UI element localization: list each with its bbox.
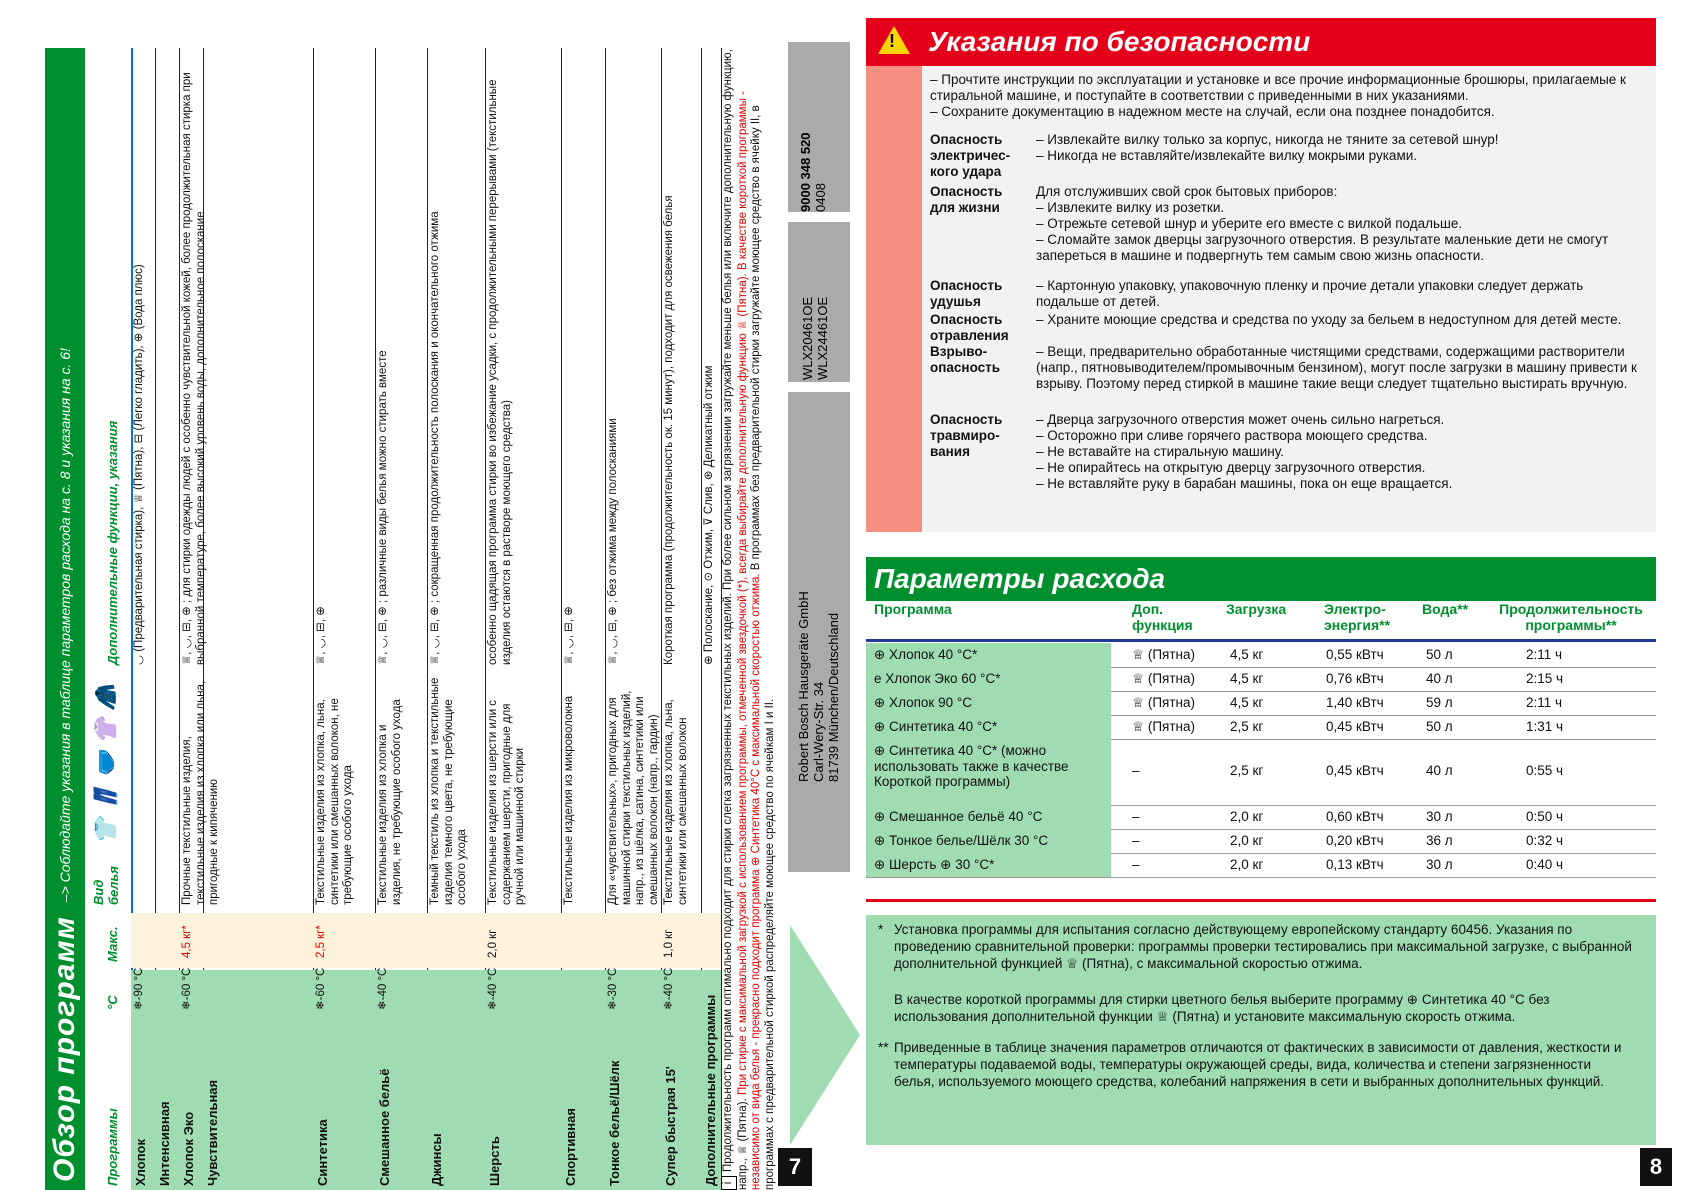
params-cell: 0:40 ч (1526, 857, 1564, 872)
safety-label: Опасность для жизни (930, 184, 1003, 216)
info-icon: i (721, 1176, 737, 1190)
header-program: Программы (105, 1108, 120, 1186)
params-cell: 4,5 кг (1230, 647, 1264, 662)
program-max: 1,0 кг (663, 929, 675, 958)
params-cell: 0:50 ч (1526, 809, 1564, 824)
note1-text: Продолжительность программ оптимально подходит для стирки слегка загрязненных текстильных изделий. При более сильном загрязнении загружайте меньше белья или включите дополнительную функцию, напр., ♕ (Пятна). (722, 49, 749, 1190)
params-program: ⊕ Хлопок 90 °C (866, 691, 1111, 715)
program-dop: ♕, ◡, ⊟, ⊕ (563, 606, 575, 665)
params-cell: 36 л (1426, 833, 1453, 848)
safety-section (866, 66, 1656, 532)
program-name: Дополнительные программы (703, 994, 718, 1186)
params-cell: 0,13 кВтч (1326, 857, 1384, 872)
program-dop: ◡ (Предварительная стирка), ♕ (Пятна), ⊟ (Легко гладить), ⊕ (Вода плюс) (133, 264, 145, 665)
params-cell: 4,5 кг (1230, 695, 1264, 710)
program-name: Синтетика (315, 1119, 330, 1186)
program-vid: Прочные текстильные изделия, текстильные изделия из хлопка или льна, пригодные к кипячению (181, 680, 221, 905)
params-cell: 2,0 кг (1230, 809, 1264, 824)
params-program: ⊕ Хлопок 40 °C* (866, 643, 1111, 667)
params-row (866, 667, 1656, 692)
params-title: Параметры расхода (874, 563, 1166, 594)
params-cell: 59 л (1426, 695, 1453, 710)
params-cell: 0,45 кВтч (1326, 719, 1384, 734)
params-cell: 4,5 кг (1230, 671, 1264, 686)
safety-title-bar: ! Указания по безопасности (866, 18, 1656, 66)
program-overview-page (45, 0, 805, 1190)
note2-text: В программах без предварительной стирки загружайте моющее средство в ячейку II, в программах с предварительной стиркой распределяйте моющее средство по ячейкам I и II. (750, 105, 776, 1190)
params-cell: 2,0 кг (1230, 857, 1264, 872)
safety-text: – Извлекайте вилку только за корпус, никогда не тяните за сетевой шнур! – Никогда не вставляйте/извлекайте вилку мокрыми руками. (1036, 132, 1499, 163)
overview-row (661, 48, 702, 1190)
program-vid: Текстильные изделия из шерсти или с содержанием шерсти, пригодные для ручной или машинной стирки (487, 699, 527, 905)
overview-row (701, 48, 722, 1190)
params-cell: 2:11 ч (1526, 647, 1563, 662)
program-name: Супер быстрая 15' (663, 1066, 678, 1186)
program-dop: ♕, ◡, ⊟, ⊕ ; различные виды белья можно стирать вместе (377, 350, 389, 665)
safety-intro: – Прочтите инструкции по эксплуатации и установке и все прочие информационные брошюры, прилагаемые к стиральной машине, и поступайте в соответствии с приведенными в них указаниями. – Сохраните документацию в надежном месте на случай, если она позднее понадобится. (930, 72, 1626, 119)
code-strip (788, 42, 850, 212)
program-dop: особенно щадящая программа стирки во избежание усадки, с продолжительными перерывами (текстильные изделия остаются в растворе моющего средства) (487, 79, 513, 665)
program-temp: ❄-40 °C (377, 967, 389, 1010)
footnote-1: Установка программы для испытания согласно действующему европейскому стандарту 60456. Указания по проведению сравнительной проверки: программы проверки тестировались при максимальной загрузке, с выбранной дополнительной функцией ♕ (Пятна), с максимальной скоростью отжима. (894, 922, 1632, 971)
program-vid: Текстильные изделия из микроволокна (563, 695, 575, 905)
params-cell: ♕ (Пятна) (1132, 695, 1196, 710)
params-cell: 0,76 кВтч (1326, 671, 1384, 686)
params-header-program: Программа (874, 601, 952, 617)
doc-code: 9000 348 520 (798, 132, 813, 212)
safety-title: Указания по безопасности (928, 26, 1311, 57)
program-dop: ♕, ◡, ⊟, ⊕ ; без отжима между полосканиями (607, 418, 619, 665)
safety-text: – Вещи, предварительно обработанные чистящими средствами, содержащими растворители (напр., пятновыводителем/промывочным бензином), могут после загрузки в машину привести к взрыву. Поэтому перед стиркой в машине такие вещи следует тщательно выстирать вручную. (1036, 344, 1637, 391)
header-dop: Дополнительные функции, указания (105, 420, 120, 665)
params-cell: ♕ (Пятна) (1132, 719, 1196, 734)
header-max: Макс. (105, 926, 120, 962)
safety-label: Опасность отравления (930, 312, 1009, 344)
params-cell: 0:55 ч (1526, 763, 1564, 778)
overview-header (87, 48, 133, 1190)
params-cell: 0,55 кВтч (1326, 647, 1384, 662)
program-vid: Для «чувствительных», пригодных для машинной стирки текстильных изделий, напр., из шёлка, сатина, синтетики или смешанных волокон (напр., гардин) (607, 690, 660, 905)
params-cell: – (1132, 857, 1140, 872)
params-header-water: Вода** (1422, 601, 1469, 617)
header-temp: °C (105, 995, 120, 1010)
arrow-shape (790, 925, 860, 1145)
params-row (866, 739, 1656, 806)
overview-title: Обзор программ (48, 916, 82, 1182)
params-cell: 30 л (1426, 809, 1453, 824)
program-vid: Текстильные изделия из хлопка, льна, синтетики или смешанных волокон, не требующие особого ухода (315, 698, 355, 905)
params-header-dop: Доп. функция (1132, 601, 1193, 634)
overview-row (131, 48, 156, 1190)
header-vid: Вид белья (91, 866, 122, 905)
params-header-energy: Электро-энергия** (1324, 601, 1391, 634)
safety-text: – Дверца загрузочного отверстия может очень сильно нагреться. – Осторожно при сливе горячего раствора моющего средства. – Не вставайте на стиральную машину. – Не опирайтесь на открытую дверцу загрузочного отверстия. – Не вставляйте руку в барабан машины, пока он еще вращается. (1036, 412, 1453, 491)
params-cell: 50 л (1426, 719, 1453, 734)
safety-label: Опасность электричес-кого удара (930, 132, 1011, 180)
params-cell: ♕ (Пятна) (1132, 647, 1196, 662)
program-vid: Текстильные изделия из хлопка, льна, синтетики или смешанных волокон (663, 699, 689, 905)
program-name: Тонкое бельё/Шёлк (607, 1060, 622, 1186)
params-cell: 40 л (1426, 671, 1453, 686)
params-cell: 1:31 ч (1526, 719, 1564, 734)
params-cell: – (1132, 833, 1140, 848)
overview-subtitle: –> Соблюдайте указания в таблице параметров расхода на с. 8 и указания на с. 6! (56, 348, 73, 903)
program-dop: ♕, ◡, ⊟, ⊕ ; для стирки одежды людей с особенно чувствительной кожей, более продолжительная стирка при выбранной температуре, более высокий уровень воды, дополнительное полоскание (181, 72, 207, 665)
params-program: ⊕ Синтетика 40 °C* (866, 715, 1111, 739)
program-name: Интенсивная (157, 1101, 172, 1186)
program-name: Спортивная (563, 1108, 578, 1186)
overview-row (155, 48, 180, 1190)
program-name: Хлопок (133, 1139, 148, 1186)
overview-row (485, 48, 562, 1190)
params-cell: – (1132, 809, 1140, 824)
program-temp: ❄-40 °C (487, 967, 499, 1010)
params-cell: 30 л (1426, 857, 1453, 872)
params-cell: ♕ (Пятна) (1132, 671, 1196, 686)
params-header-duration: Продолжительность программы** (1499, 601, 1643, 634)
program-max: 2,5 кг* (315, 925, 327, 958)
program-name: Смешанное бельё (377, 1068, 392, 1186)
params-header-load: Загрузка (1226, 601, 1287, 617)
params-row (866, 643, 1656, 668)
program-name: Джинсы (429, 1133, 444, 1186)
safety-text: Для отслуживших свой срок бытовых приборов: – Извлеките вилку из розетки. – Отрежьте сетевой шнур и уберите его вместе с вилкой подальше. – Сломайте замок дверцы загрузочного отверстия. В результате маленькие дети не смогут запереться в машине и подвергнуть тем самым свою жизнь опасности. (1036, 184, 1609, 263)
params-row (866, 691, 1656, 716)
params-program: ⊕ Шерсть ⊕ 30 °C* (866, 853, 1111, 877)
address-strip (788, 392, 850, 872)
program-max: 4,5 кг* (181, 925, 193, 958)
safety-text: – Картонную упаковку, упаковочную пленку и прочие детали упаковки следует держать подальше от детей. (1036, 278, 1584, 309)
program-temp: ❄-30 °C (607, 967, 619, 1010)
overview-row (605, 48, 662, 1190)
params-cell: 0,20 кВтч (1326, 833, 1384, 848)
params-cell: 2:11 ч (1526, 695, 1563, 710)
safety-label: Опасность удушья (930, 278, 1003, 310)
safety-label: Опасность травмиро-вания (930, 412, 1003, 460)
doc-date: 0408 (813, 183, 828, 212)
program-dop: ⊕ Полоскание, ⊙ Отжим, ⊽ Слив, ⊛ Деликатный отжим (703, 365, 715, 665)
program-vid: Темный текстиль из хлопка и текстильные изделия темного цвета, не требующие особого ухода (429, 677, 469, 905)
model-strip (788, 222, 850, 382)
params-program: ⊕ Смешанное бельё 40 °C (866, 805, 1111, 829)
params-program: e Хлопок Эко 60 °C* (866, 667, 1111, 691)
params-program: ⊕ Синтетика 40 °C* (можно использовать также в качестве Короткой программы) (866, 739, 1111, 805)
note1-red-text: При стирке с максимальной загрузкой с использованием программы, отмеченной звездочкой (*), всегда выбирайте дополнительную функцию ♕ (Пятна). В качестве короткой программы - независимо от вида белья - прекрасно подходит программа ⊕ Синтетика 40°C с максимальной скоростью отжима. (736, 91, 763, 1190)
overview-row (203, 48, 314, 1190)
params-row (866, 715, 1656, 740)
model-1: WLX20461OE (800, 296, 815, 380)
params-row (866, 805, 1656, 830)
overview-row (427, 48, 486, 1190)
params-cell: 0:32 ч (1526, 833, 1564, 848)
params-cell: 50 л (1426, 647, 1453, 662)
params-row (866, 853, 1656, 878)
params-cell: 0,45 кВтч (1326, 763, 1384, 778)
params-cell: 2:15 ч (1526, 671, 1564, 686)
params-cell: 0,60 кВтч (1326, 809, 1384, 824)
garment-icons: 👕👖🩲👚🧥 (93, 678, 118, 845)
params-cell: 1,40 кВтч (1326, 695, 1384, 710)
program-name: Шерсть (487, 1136, 502, 1186)
program-max: 2,0 кг (487, 929, 499, 958)
program-temp: ❄-40 °C (663, 967, 675, 1010)
footnote-3: Приведенные в таблице значения параметров отличаются от фактических в зависимости от давления, жесткости и температуры подаваемой воды, температуры окружающей среды, вида, количества и степени загрязненности белья, используемого моющего средства, колебаний напряжения в сети и выбранных дополнительных функций. (894, 1040, 1622, 1089)
address-line-3: 81739 München/Deutschland (826, 612, 841, 782)
program-vid: Текстильные изделия из хлопка и изделия, не требующие особого ухода (377, 699, 403, 905)
page-number-8: 8 (1640, 1148, 1672, 1186)
program-name: Чувствительная (205, 1079, 220, 1186)
params-program: ⊕ Тонкое белье/Шёлк 30 °C (866, 829, 1111, 853)
params-cell: 40 л (1426, 763, 1453, 778)
program-temp: ❄-90 °C (133, 967, 145, 1010)
overview-row (561, 48, 606, 1190)
program-dop: ♕, ◡, ⊟, ⊕ (315, 606, 327, 665)
params-cell: 2,0 кг (1230, 833, 1264, 848)
program-name: Хлопок Эко (181, 1111, 196, 1186)
address-line-1: Robert Bosch Hausgeräte GmbH (796, 591, 811, 782)
program-dop: ♕, ◡, ⊟, ⊕ ; сокращенная продолжительность полоскания и окончательного отжима (429, 211, 441, 665)
safety-label: Взрыво-опасность (930, 344, 1001, 376)
address-line-2: Carl-Wery-Str. 34 (811, 681, 826, 782)
overview-row (375, 48, 428, 1190)
footnote-2: В качестве короткой программы для стирки цветного белья выберите программу ⊕ Синтетика 40 °C без использования дополнительной функции ♕ (Пятна) и установите максимальную скорость отжима. (894, 992, 1550, 1024)
params-cell: 2,5 кг (1230, 719, 1264, 734)
params-cell: – (1132, 763, 1140, 778)
overview-row (313, 48, 376, 1190)
params-cell: 2,5 кг (1230, 763, 1264, 778)
program-temp: ❄-60 °C (181, 967, 193, 1010)
overview-note-1 (721, 48, 777, 1190)
page-number-7: 7 (778, 1148, 812, 1186)
safety-text: – Храните моющие средства и средства по уходу за бельем в недоступном для детей месте. (1036, 312, 1622, 327)
params-title-bar (866, 557, 1656, 601)
params-row (866, 829, 1656, 854)
overview-title-bar (45, 48, 85, 1190)
params-footnotes: * Установка программы для испытания согласно действующему европейскому стандарту 60456. Указания по проведению сравнительной проверки: программы проверки тестировались при максимальной загрузке, с выбранной дополнительной функцией ♕ (Пятна), с максимальной скоростью отжима. В качестве короткой программы для стирки цветного белья выберите программу ⊕ Синтетика 40 °C без использования дополнительной функции ♕ (Пятна) и установите максимальную скорость отжима. ** Приведенные в таблице значения параметров отличаются от фактических в зависимости от давления, жесткости и температуры подаваемой воды, температуры окружающей среды, вида, количества и степени загрязненности белья, используемого моющего средства, колебаний напряжения в сети и выбранных дополнительных функций. (866, 915, 1656, 1145)
program-temp: ❄-60 °C (315, 967, 327, 1010)
program-dop: Короткая программа (продолжительность ок. 15 минут), подходит для освежения белья (663, 195, 675, 665)
model-2: WLX24461OE (815, 296, 830, 380)
